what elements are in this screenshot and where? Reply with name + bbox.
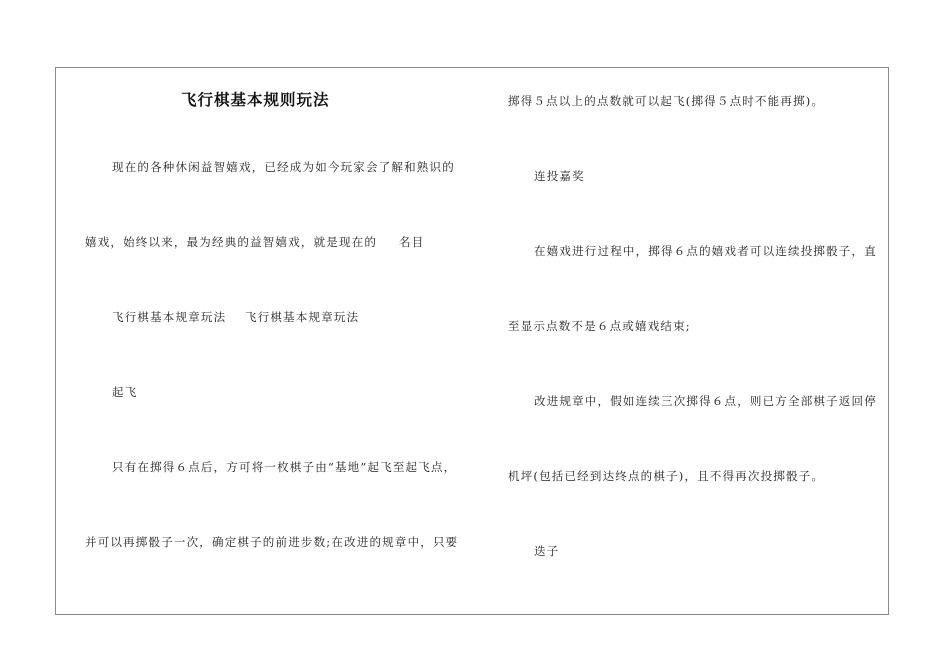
paragraph-intro-line2: 嬉戏，始终以来，最为经典的益智嬉戏，就是现在的 bbox=[85, 235, 378, 249]
right-column bbox=[472, 68, 890, 614]
paragraph-intro-line1: 现在的各种休闲益智嬉戏，已经成为如今玩家会了解和熟识的 bbox=[112, 160, 455, 174]
document-title: 飞行棋基本规则玩法 bbox=[181, 90, 330, 109]
paragraph-intro-tail: 名目 bbox=[399, 235, 425, 249]
section-heading-rules-b: 飞行棋基本规章玩法 bbox=[245, 310, 360, 324]
section-heading-stack: 迭子 bbox=[534, 544, 560, 558]
section-heading-takeoff: 起飞 bbox=[112, 385, 138, 399]
paragraph-takeoff-line1: 只有在掷得６点后，方可将一枚棋子由“基地”起飞至起飞点， bbox=[112, 460, 457, 474]
paragraph-bonus-line3: 改进规章中，假如连续三次掷得６点，则已方全部棋子返回停 bbox=[534, 394, 877, 408]
paragraph-bonus-line1: 在嬉戏进行过程中，掷得６点的嬉戏者可以连续投掷骰子，直 bbox=[534, 244, 877, 258]
left-column bbox=[56, 68, 472, 614]
section-heading-rules-a: 飞行棋基本规章玩法 bbox=[112, 310, 227, 324]
paragraph-takeoff-line2: 并可以再掷骰子一次，确定棋子的前进步数;在改进的规章中，只要 bbox=[85, 535, 459, 549]
document-page bbox=[55, 67, 889, 615]
paragraph-bonus-line2: 至显示点数不是６点或嬉戏结束; bbox=[508, 319, 691, 333]
paragraph-bonus-line4: 机坪(包括已经到达终点的棋子)，且不得再次投掷骰子。 bbox=[508, 469, 825, 483]
section-heading-bonus: 连投嘉奖 bbox=[534, 169, 585, 183]
paragraph-takeoff-line3: 掷得５点以上的点数就可以起飞(掷得５点时不能再掷)。 bbox=[508, 94, 825, 108]
